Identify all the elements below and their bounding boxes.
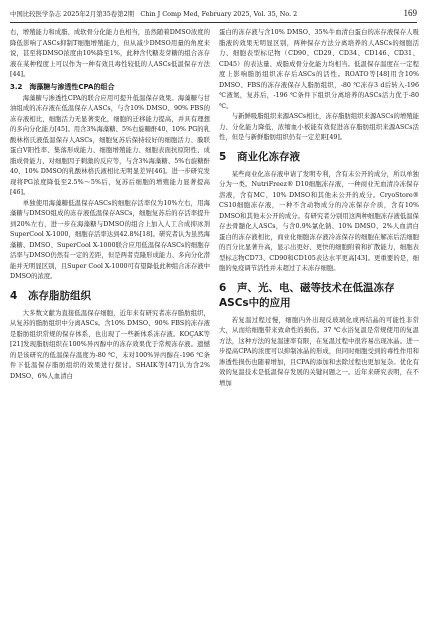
section-number: 6 xyxy=(219,281,227,294)
section-heading xyxy=(10,289,210,304)
section-heading xyxy=(219,150,419,165)
page-number: 169 xyxy=(403,8,417,18)
subsection-heading: 3.2 海藻糖与渗透性CPA的组合 xyxy=(10,82,115,91)
section-title-line2: ASCs中的应用 xyxy=(219,296,291,309)
section-title-line1: 声、光、电、磁等技术在低温冻存 xyxy=(237,281,395,294)
paragraph: 若复温过程过慢，细胞内外出现反玻璃化或再结晶的可能性非常大，从而给细胞带来致命性的损伤。37 ℃水浴复温是常规使用的复温方法，这种方法的复温速率有限，在复温过程中很容易出现冰晶。进一步提高CPA的浓度可以抑制冰晶的形成，但同时细胞受到的毒性作用和渗透性损伤也随着增加，且CPA的添加和去除过程也更加复杂。优化有效的复温技术是低温保存发展的关键问题之一。近年来研究表明，在不增加 xyxy=(219,316,419,387)
journal-citation: 中国比较医学杂志 2025年2月第35卷第2期 Chin J Comp Med, February 2025, Vol. 35, No. 2 xyxy=(10,10,298,18)
paragraph: 右，增殖能力和成脂、成软骨分化能力也相当，虽然随着DMSO浓度的降低影响了ASCs抑制T细胞增殖能力，但从减少DMSO用量的角度来说，甚至将DMSO浓度由10%降至1%，此种含代糖麦芽糖的组合冻存液在某种程度上可以作为一种有效且毒性较低的人ASCs低温保存方法[44]。 xyxy=(10,29,210,78)
section-heading xyxy=(219,281,419,311)
section-title: 冻存脂肪组织 xyxy=(28,289,91,302)
paragraph: 单独使用海藻糖低温保存ASCs的细胞存活率仅为10%左右，用海藻糖与DMSO组成的冻存液低温保存ASCs，细胞复苏后的存活率提升到20%左右，进一步在海藻糖与DMSO的组合上加入人工合成抑冰剂SuperCool X-1000，细胞存活率达到42.8%[18]。研究者认为虽然海藻糖、DMSO、SuperCool X-1000联合应用低温保存ASCs的细胞存活率与DMSO仍然有一定的差距，但是两者克隆形成能力、多向分化潜能并无明显区别，且Super Cool X-1000可有望降低此种组合冻存液中DMSO的浓度。 xyxy=(10,199,210,280)
paragraph: 蛋白的冻存液与含10% DMSO、35%牛血清白蛋白的冻存液保存人吸脂液的效果无明显区别，两种保存方法分离培养的人ASCs的细胞活力、细胞表型标记物（CD90、CD29、CD34、CD146、CD31、CD45）的表达量、成脂成骨分化能力均相当。低温保存温度在一定程度上影响脂肪组织冻存后ASCs的活性。ROATO等[48]用含10% DMSO、FBS的冻存液保存人脂肪组织，-80 ℃冻存3 d后转入-196 ℃液氮，复苏后，-196 ℃条件下组织分离培养的ASCs活力优于-80 ℃。 xyxy=(219,29,419,110)
section-title: 商业化冻存液 xyxy=(237,150,300,163)
right-column xyxy=(219,28,419,389)
paragraph: 与新鲜吸脂组织来源ASCs相比，冻存脂肪组织来源ASCs的增殖能力、分化能力降低，浓缩血小板能有效促进冻存脂肪组织来源ASCs活性，但是与新鲜脂肪组织仍有一定差距[49]。 xyxy=(219,113,419,141)
paragraph: 某些商业化冻存液申请了发明专利，含有未公开的成分，所以单独分为一类。NutriFreez® D10细胞冻存液，一种商业无血清冷冻保存溶液，含有MC、10% DMSO和其他未公开的成分。CryoStore® CS10细胞冻存液，一种不含动物成分的冷冻保存介质，含有10% DMSO和其他未公开的成分。有研究者分别用这两种细胞冻存液低温保存去骨髓化人ASCs，与含0.9%氯化钠、10% DMSO、2%人血清白蛋白的冻存液相比，商业化细胞冻存液冷冻保存的细胞在解冻后活细胞的百分比显著升高，显示出更好、更快的细胞附着和扩散能力，细胞表型标志物CD73、CD90和CD105表达水平更高[43]。更重要的是，细胞的免疫调节活性并未超过了未冻存细胞。 xyxy=(219,170,419,272)
left-column xyxy=(10,28,210,382)
paragraph: 海藻糖与渗透性CPA的联合应用可提升低温保存效果。海藻糖与甘油组成的冻存液在低温保存人ASCs，与含10% DMSO、90% FBS的冻存液相比，细胞活力无显著变化，细胞的迁移能力提高，并具有理想的多向分化能力[45]。用含3%海藻糖、5%右旋糖酐40、10% PG的乳酸林格氏液低温保存人ASCs，细胞复苏后保持较好的细胞活力、膜联蛋白V阳性率、集落形成能力、细胞增殖能力、细胞表面抗原阳性、成脂成骨能力、对细胞因子刺激的反应等，与含3%海藻糖、5%右旋糖酐40、10% DMSO的乳酸林格氏液相比无明显差异[46]。进一步研究发现将PG浓度降低至2.5%～5%后，复苏后细胞的增殖能力显著提高[46]。 xyxy=(10,94,210,196)
running-header xyxy=(10,8,417,23)
section-number: 4 xyxy=(10,289,18,302)
paragraph: 大多数文献为直接低温保存细胞，近年来有研究者冻存脂肪组织，从复苏的脂肪组织中分离ASCs。含10% DMSO、90% FBS的冻存液是脂肪组织常规的保存体系，也出现了一些新体系冻存液。KOÇAK等[21]发现脂肪组织在100%异丙醇中的冻存效果优于常规冻存液。遗憾的是该研究的低温保存温度为-80 ℃，未对100%异丙醇在-196 ℃条件下低温保存脂肪组织的效果进行探讨。SHAIK等[47]认为含2% DMSO、6%人血清白 xyxy=(10,309,210,380)
section-number: 5 xyxy=(219,150,227,163)
